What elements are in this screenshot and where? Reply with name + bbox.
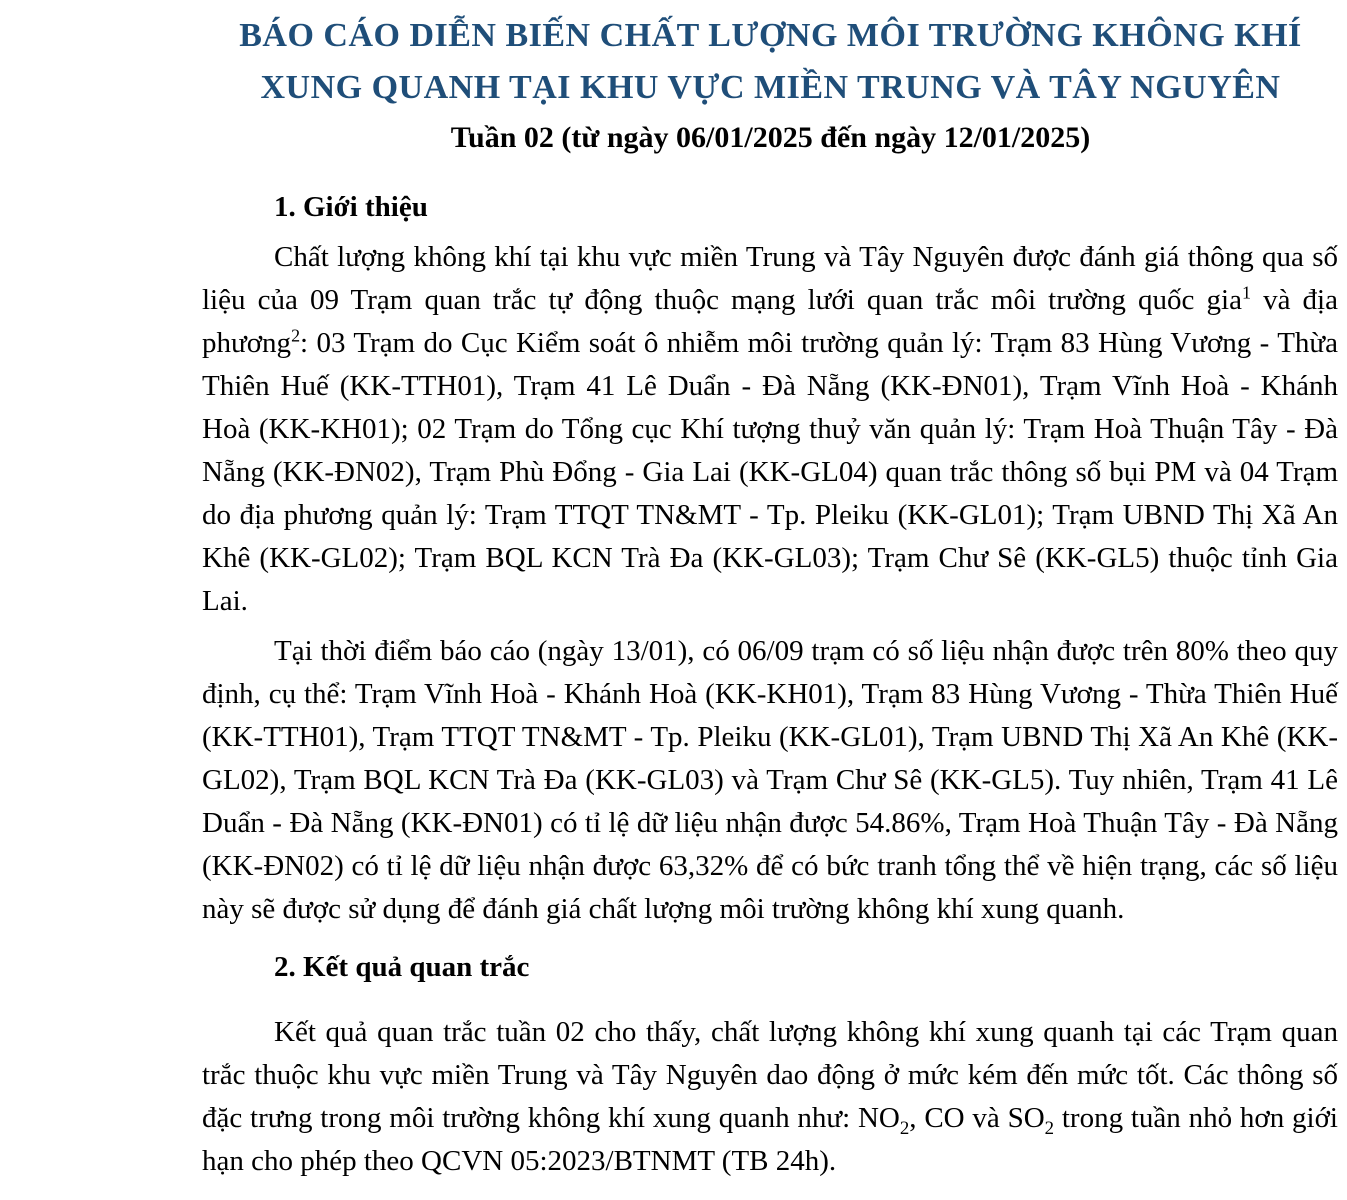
section-1-heading: 1. Giới thiệu [274, 191, 428, 223]
paragraph-text-segment: , CO và SO [909, 1102, 1045, 1134]
document-header [202, 10, 1339, 160]
paragraph-text-segment: : 03 Trạm do Cục Kiểm soát ô nhiễm môi trường quản lý: Trạm 83 Hùng Vương - Thừa Thiên Huế (KK-TTH01), Trạm 41 Lê Duẩn - Đà Nẵng (KK-ĐN01), Trạm Vĩnh Hoà - Khánh Hoà (KK-KH01); 02 Trạm do Tổng cục Khí tượng thuỷ văn quản lý: Trạm Hoà Thuận Tây - Đà Nẵng (KK-ĐN02), Trạm Phù Đổng - Gia Lai (KK-GL04) quan trắc thông số bụi PM và 04 Trạm do địa phương quản lý: Trạm TTQT TN&MT - Tp. Pleiku (KK-GL01); Trạm UBND Thị Xã An Khê (KK-GL02); Trạm BQL KCN Trà Đa (KK-GL03); Trạm Chư Sê (KK-GL5) thuộc tỉnh Gia Lai. [202, 327, 1338, 617]
paragraph-text-segment: và địa phương [202, 284, 1338, 359]
chemical-subscript-no2: 2 [899, 1117, 910, 1139]
footnote-ref-2: 2 [291, 325, 301, 346]
document-body [202, 186, 1338, 1183]
section-1-paragraph-2: Tại thời điểm báo cáo (ngày 13/01), có 06/09 trạm có số liệu nhận được trên 80% theo quy định, cụ thể: Trạm Vĩnh Hoà - Khánh Hoà (KK-KH01), Trạm 83 Hùng Vương - Thừa Thiên Huế (KK-TTH01), Trạm TTQT TN&MT - Tp. Pleiku (KK-GL01), Trạm UBND Thị Xã An Khê (KK-GL02), Trạm BQL KCN Trà Đa (KK-GL03) và Trạm Chư Sê (KK-GL5). Tuy nhiên, Trạm 41 Lê Duẩn - Đà Nẵng (KK-ĐN01) có tỉ lệ dữ liệu nhận được 54.86%, Trạm Hoà Thuận Tây - Đà Nẵng (KK-ĐN02) có tỉ lệ dữ liệu nhận được 63,32% để có bức tranh tổng thể về hiện trạng, các số liệu này sẽ được sử dụng để đánh giá chất lượng môi trường không khí xung quanh. [202, 635, 1338, 925]
footnote-ref-1: 1 [1241, 282, 1251, 303]
section-2-paragraph-1 [202, 1011, 1338, 1183]
paragraph-text-segment: Kết quả quan trắc tuần 02 cho thấy, chất lượng không khí xung quanh tại các Trạm quan trắc thuộc khu vực miền Trung và Tây Nguyên dao động ở mức kém đến mức tốt. Các thông số đặc trưng trong môi trường không khí xung quanh như: NO [202, 1016, 1338, 1134]
paragraph-text-segment: Chất lượng không khí tại khu vực miền Trung và Tây Nguyên được đánh giá thông qua số liệu của 09 Trạm quan trắc tự động thuộc mạng lưới quan trắc môi trường quốc gia [202, 241, 1338, 316]
document-subtitle: Tuần 02 (từ ngày 06/01/2025 đến ngày 12/01/2025) [450, 121, 1091, 154]
section-1-paragraph-1 [202, 236, 1338, 623]
section-2-heading: 2. Kết quả quan trắc [274, 951, 530, 983]
document-title-line-1: BÁO CÁO DIỄN BIẾN CHẤT LƯỢNG MÔI TRƯỜNG KHÔNG KHÍ [239, 17, 1302, 54]
document-title-line-2: XUNG QUANH TẠI KHU VỰC MIỀN TRUNG VÀ TÂY NGUYÊN [260, 69, 1281, 106]
paragraph-text-segment: trong tuần nhỏ hơn giới hạn cho phép theo QCVN 05:2023/BTNMT (TB 24h). [202, 1102, 1338, 1177]
chemical-subscript-so2: 2 [1044, 1117, 1055, 1139]
